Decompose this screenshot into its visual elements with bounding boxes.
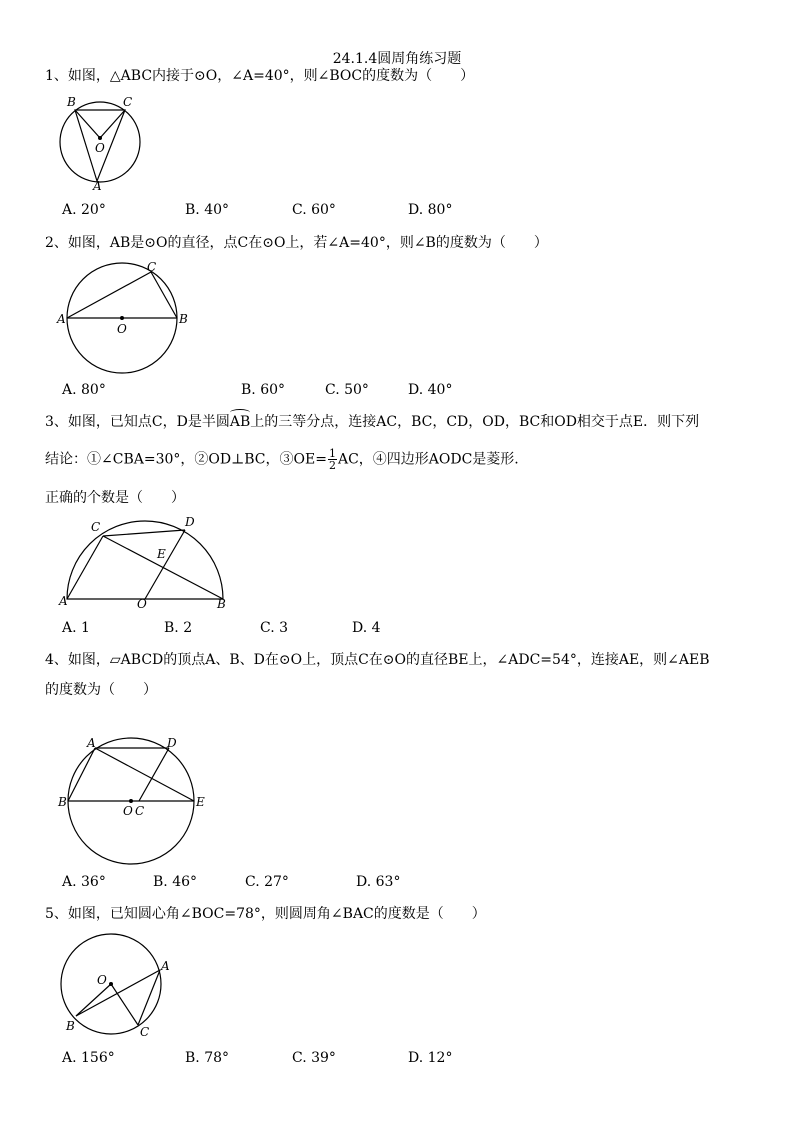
q4-segment-ab — [68, 748, 95, 801]
q5-segment-oc — [111, 984, 138, 1025]
q4-label-e: E — [196, 795, 205, 809]
q1-option-b[interactable]: B. 40° — [185, 202, 230, 218]
question-5-options — [0, 1050, 794, 1070]
q3-conclusions-part-a: 结论：①∠CBA=30°，②OD⊥BC，③OE= — [45, 451, 327, 468]
q3-label-e: E — [157, 547, 166, 561]
q3-stem-part-b: 上的三等分点，连接AC，BC，CD，OD，BC和OD相交于点E．则下列 — [250, 414, 700, 430]
q5-label-c: C — [140, 1025, 150, 1039]
q4-label-o: O — [123, 804, 133, 818]
q4-label-c: C — [135, 804, 145, 818]
question-3-figure — [55, 512, 235, 612]
q5-option-c[interactable]: C. 39° — [292, 1050, 336, 1066]
question-1-figure — [55, 92, 145, 192]
q5-label-b: B — [66, 1019, 75, 1033]
question-4-figure — [55, 735, 215, 865]
q5-label-a: A — [161, 959, 170, 973]
q4-option-a[interactable]: A. 36° — [62, 874, 106, 890]
q4-option-c[interactable]: C. 27° — [245, 874, 289, 890]
q1-option-d[interactable]: D. 80° — [408, 202, 453, 218]
q3-segment-ac — [67, 536, 103, 599]
question-2-figure — [55, 260, 195, 370]
question-4-options — [0, 874, 794, 894]
q2-label-c: C — [147, 260, 157, 274]
q1-segment-oc — [100, 110, 125, 138]
q5-option-a[interactable]: A. 156° — [62, 1050, 115, 1066]
question-3-options — [0, 620, 794, 640]
question-1-options — [0, 202, 794, 222]
question-2-stem: 2、如图，AB是⊙O的直径，点C在⊙O上，若∠A=40°，则∠B的度数为（ ） — [45, 235, 548, 251]
q2-option-a[interactable]: A. 80° — [62, 382, 106, 398]
q3-segment-od — [145, 530, 185, 599]
q5-center-dot — [109, 982, 113, 986]
q2-center-dot — [120, 316, 124, 320]
q4-label-a: A — [87, 736, 96, 750]
question-5-figure — [55, 930, 185, 1045]
q1-label-a: A — [93, 179, 102, 193]
q3-option-a[interactable]: A. 1 — [62, 620, 90, 636]
q1-label-o: O — [95, 141, 105, 155]
q1-option-a[interactable]: A. 20° — [62, 202, 106, 218]
q4-label-b: B — [58, 795, 67, 809]
q1-label-b: B — [67, 95, 76, 109]
q3-segment-cd — [103, 530, 185, 536]
question-4-stem-line1: 4、如图，▱ABCD的顶点A、B、D在⊙O上，顶点C在⊙O的直径BE上，∠ADC=54°，连接AE，则∠AEB — [45, 652, 710, 668]
q2-label-a: A — [57, 312, 66, 326]
q2-segment-bc — [151, 272, 177, 318]
question-5-stem: 5、如图，已知圆心角∠BOC=78°，则圆周角∠BAC的度数是（ ） — [45, 906, 486, 922]
q4-label-d: D — [167, 736, 177, 750]
question-4-stem-line2: 的度数为（ ） — [45, 682, 157, 698]
question-3-stem-line2 — [45, 448, 519, 471]
question-1-stem: 1、如图，△ABC内接于⊙O，∠A=40°，则∠BOC的度数为（ ） — [45, 68, 475, 84]
q3-label-a: A — [59, 594, 68, 608]
page-title: 24.1.4圆周角练习题 — [332, 51, 462, 67]
q4-segment-ae — [95, 748, 194, 801]
q1-label-c: C — [123, 95, 133, 109]
q5-segment-ab — [76, 970, 160, 1016]
q2-option-c[interactable]: C. 50° — [325, 382, 369, 398]
q3-arc-ab: AB — [229, 414, 251, 430]
question-3-stem-line1 — [45, 412, 699, 432]
q2-segment-ac — [67, 272, 151, 318]
q3-label-o: O — [137, 597, 147, 611]
q3-stem-part-a: 3、如图，已知点C，D是半圆 — [45, 414, 230, 430]
q4-option-b[interactable]: B. 46° — [153, 874, 198, 890]
question-2-options — [0, 382, 794, 402]
q3-option-d[interactable]: D. 4 — [352, 620, 381, 636]
q5-label-o: O — [97, 973, 107, 987]
q5-option-b[interactable]: B. 78° — [185, 1050, 230, 1066]
question-3-stem-line3: 正确的个数是（ ） — [45, 490, 185, 506]
q4-option-d[interactable]: D. 63° — [356, 874, 401, 890]
q3-fraction-half — [328, 448, 337, 471]
q5-option-d[interactable]: D. 12° — [408, 1050, 453, 1066]
q2-label-b: B — [179, 312, 188, 326]
q3-fraction-denominator: 2 — [328, 459, 336, 472]
q3-label-b: B — [217, 597, 226, 611]
q3-option-c[interactable]: C. 3 — [260, 620, 289, 636]
q2-option-d[interactable]: D. 40° — [408, 382, 453, 398]
q3-fraction-numerator: 1 — [328, 447, 336, 460]
q3-option-b[interactable]: B. 2 — [164, 620, 193, 636]
q2-label-o: O — [117, 322, 127, 336]
q4-center-dot — [129, 799, 133, 803]
q1-center-dot — [98, 136, 102, 140]
q2-option-b[interactable]: B. 60° — [241, 382, 286, 398]
q1-option-c[interactable]: C. 60° — [292, 202, 336, 218]
q3-label-d: D — [185, 515, 195, 529]
q3-label-c: C — [91, 520, 101, 534]
q3-conclusions-part-b: AC，④四边形AODC是菱形. — [337, 451, 519, 468]
